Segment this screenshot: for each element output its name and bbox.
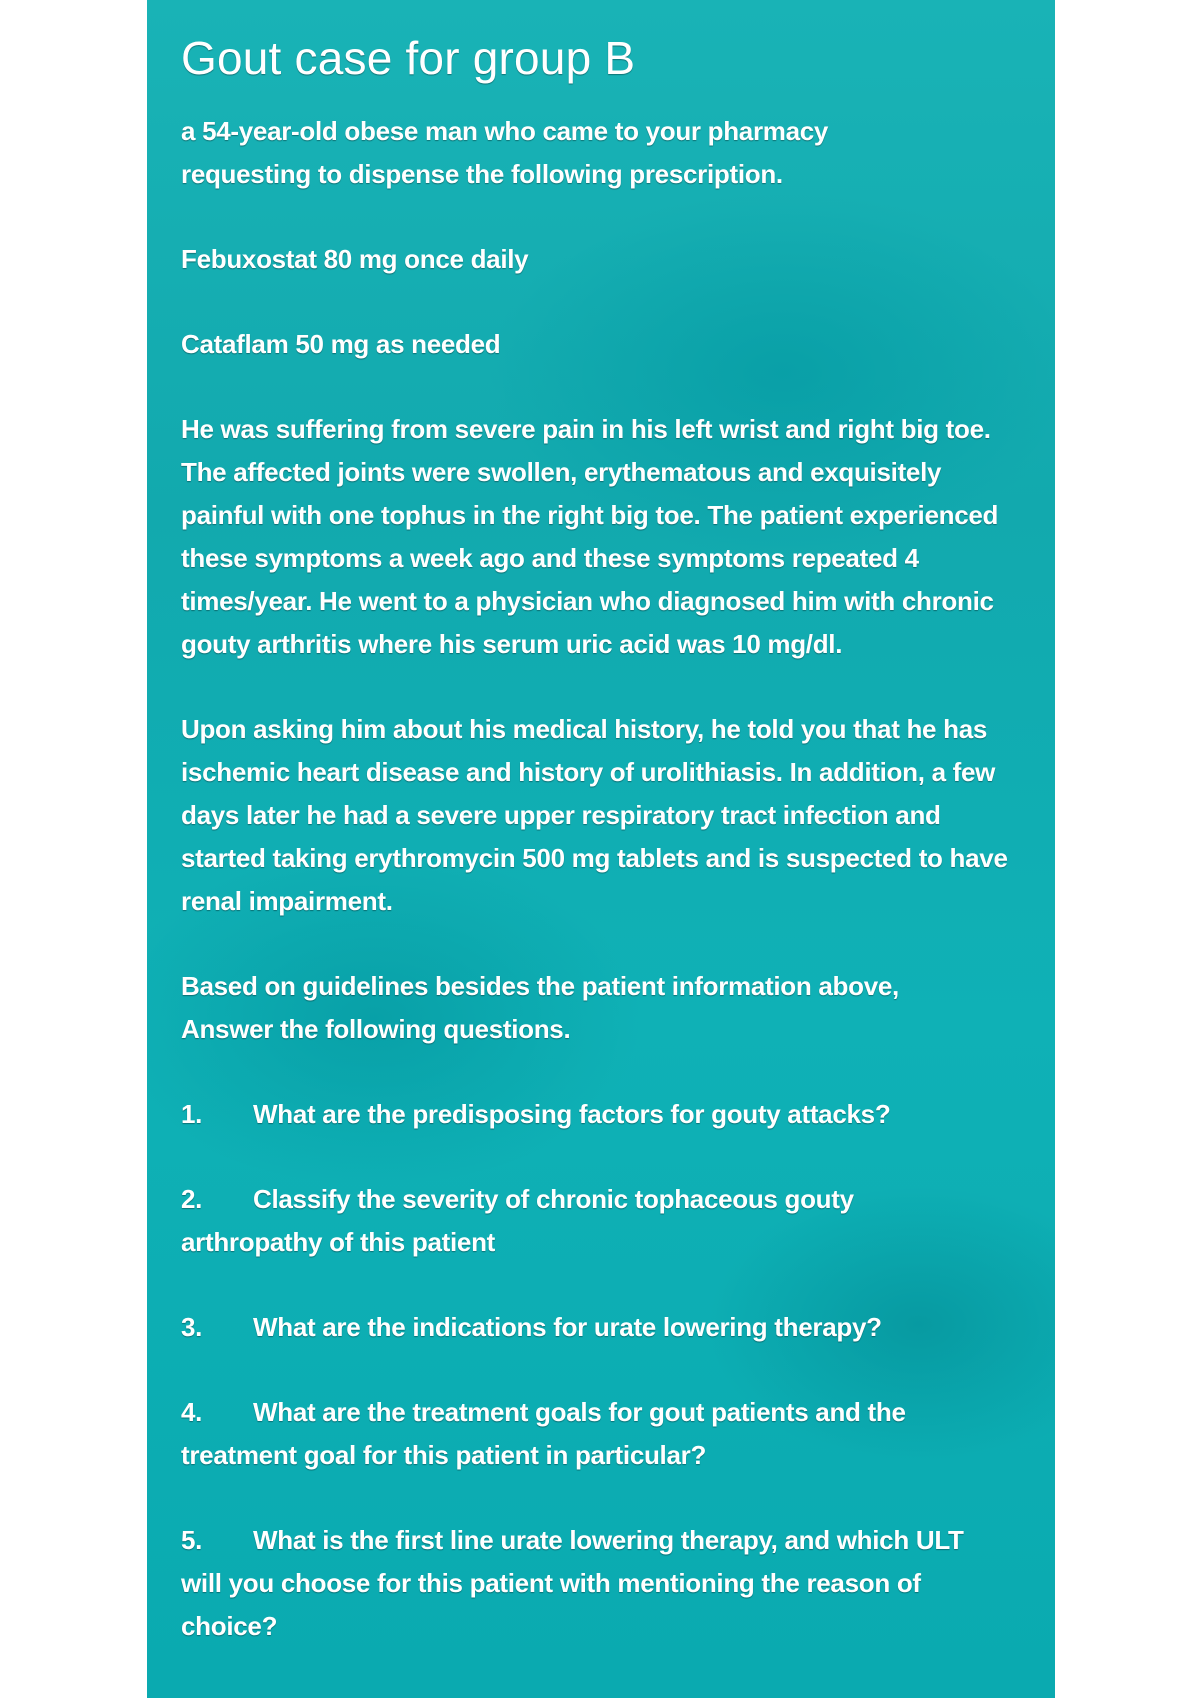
prescription-item: Cataflam 50 mg as needed xyxy=(181,329,501,359)
prescription-item: Febuxostat 80 mg once daily xyxy=(181,244,529,274)
intro-paragraph: a 54-year-old obese man who came to your pharmacy requesting to dispense the following prescription. xyxy=(181,116,829,189)
page-title: Gout case for group B xyxy=(181,32,636,84)
question-number: 1. xyxy=(181,1099,203,1129)
question-number: 4. xyxy=(181,1397,203,1427)
question-text: Classify the severity of chronic tophaceous gouty arthropathy of this patient xyxy=(181,1184,854,1257)
question-text: What are the predisposing factors for gouty attacks? xyxy=(253,1099,891,1129)
question-number: 5. xyxy=(181,1525,203,1555)
question-item xyxy=(181,1093,1021,1136)
question-item xyxy=(181,1519,981,1648)
medical-history-paragraph: Upon asking him about his medical history, he told you that he has ischemic heart disease and history of urolithiasis. In addition, a few days later he had a severe upper respiratory tract infection and started taking erythromycin 500 mg tablets and is suspected to have renal impairment. xyxy=(181,714,1008,916)
question-item xyxy=(181,1306,1021,1349)
question-number: 2. xyxy=(181,1184,203,1214)
question-text: What are the indications for urate lowering therapy? xyxy=(253,1312,882,1342)
gout-case-card xyxy=(147,0,1055,1698)
question-item xyxy=(181,1178,881,1264)
question-item xyxy=(181,1391,941,1477)
question-text: What are the treatment goals for gout patients and the treatment goal for this patient in particular? xyxy=(181,1397,906,1470)
question-number: 3. xyxy=(181,1312,203,1342)
history-paragraph: He was suffering from severe pain in his left wrist and right big toe. The affected joints were swollen, erythematous and exquisitely painful with one tophus in the right big toe. The patient experienced these symptoms a week ago and these symptoms repeated 4 times/year. He went to a physician who diagnosed him with chronic gouty arthritis where his serum uric acid was 10 mg/dl. xyxy=(181,414,999,659)
question-text: What is the first line urate lowering therapy, and which ULT will you choose for this patient with mentioning the reason of choice? xyxy=(181,1525,964,1641)
instructions-paragraph: Based on guidelines besides the patient information above, Answer the following questions. xyxy=(181,971,899,1044)
